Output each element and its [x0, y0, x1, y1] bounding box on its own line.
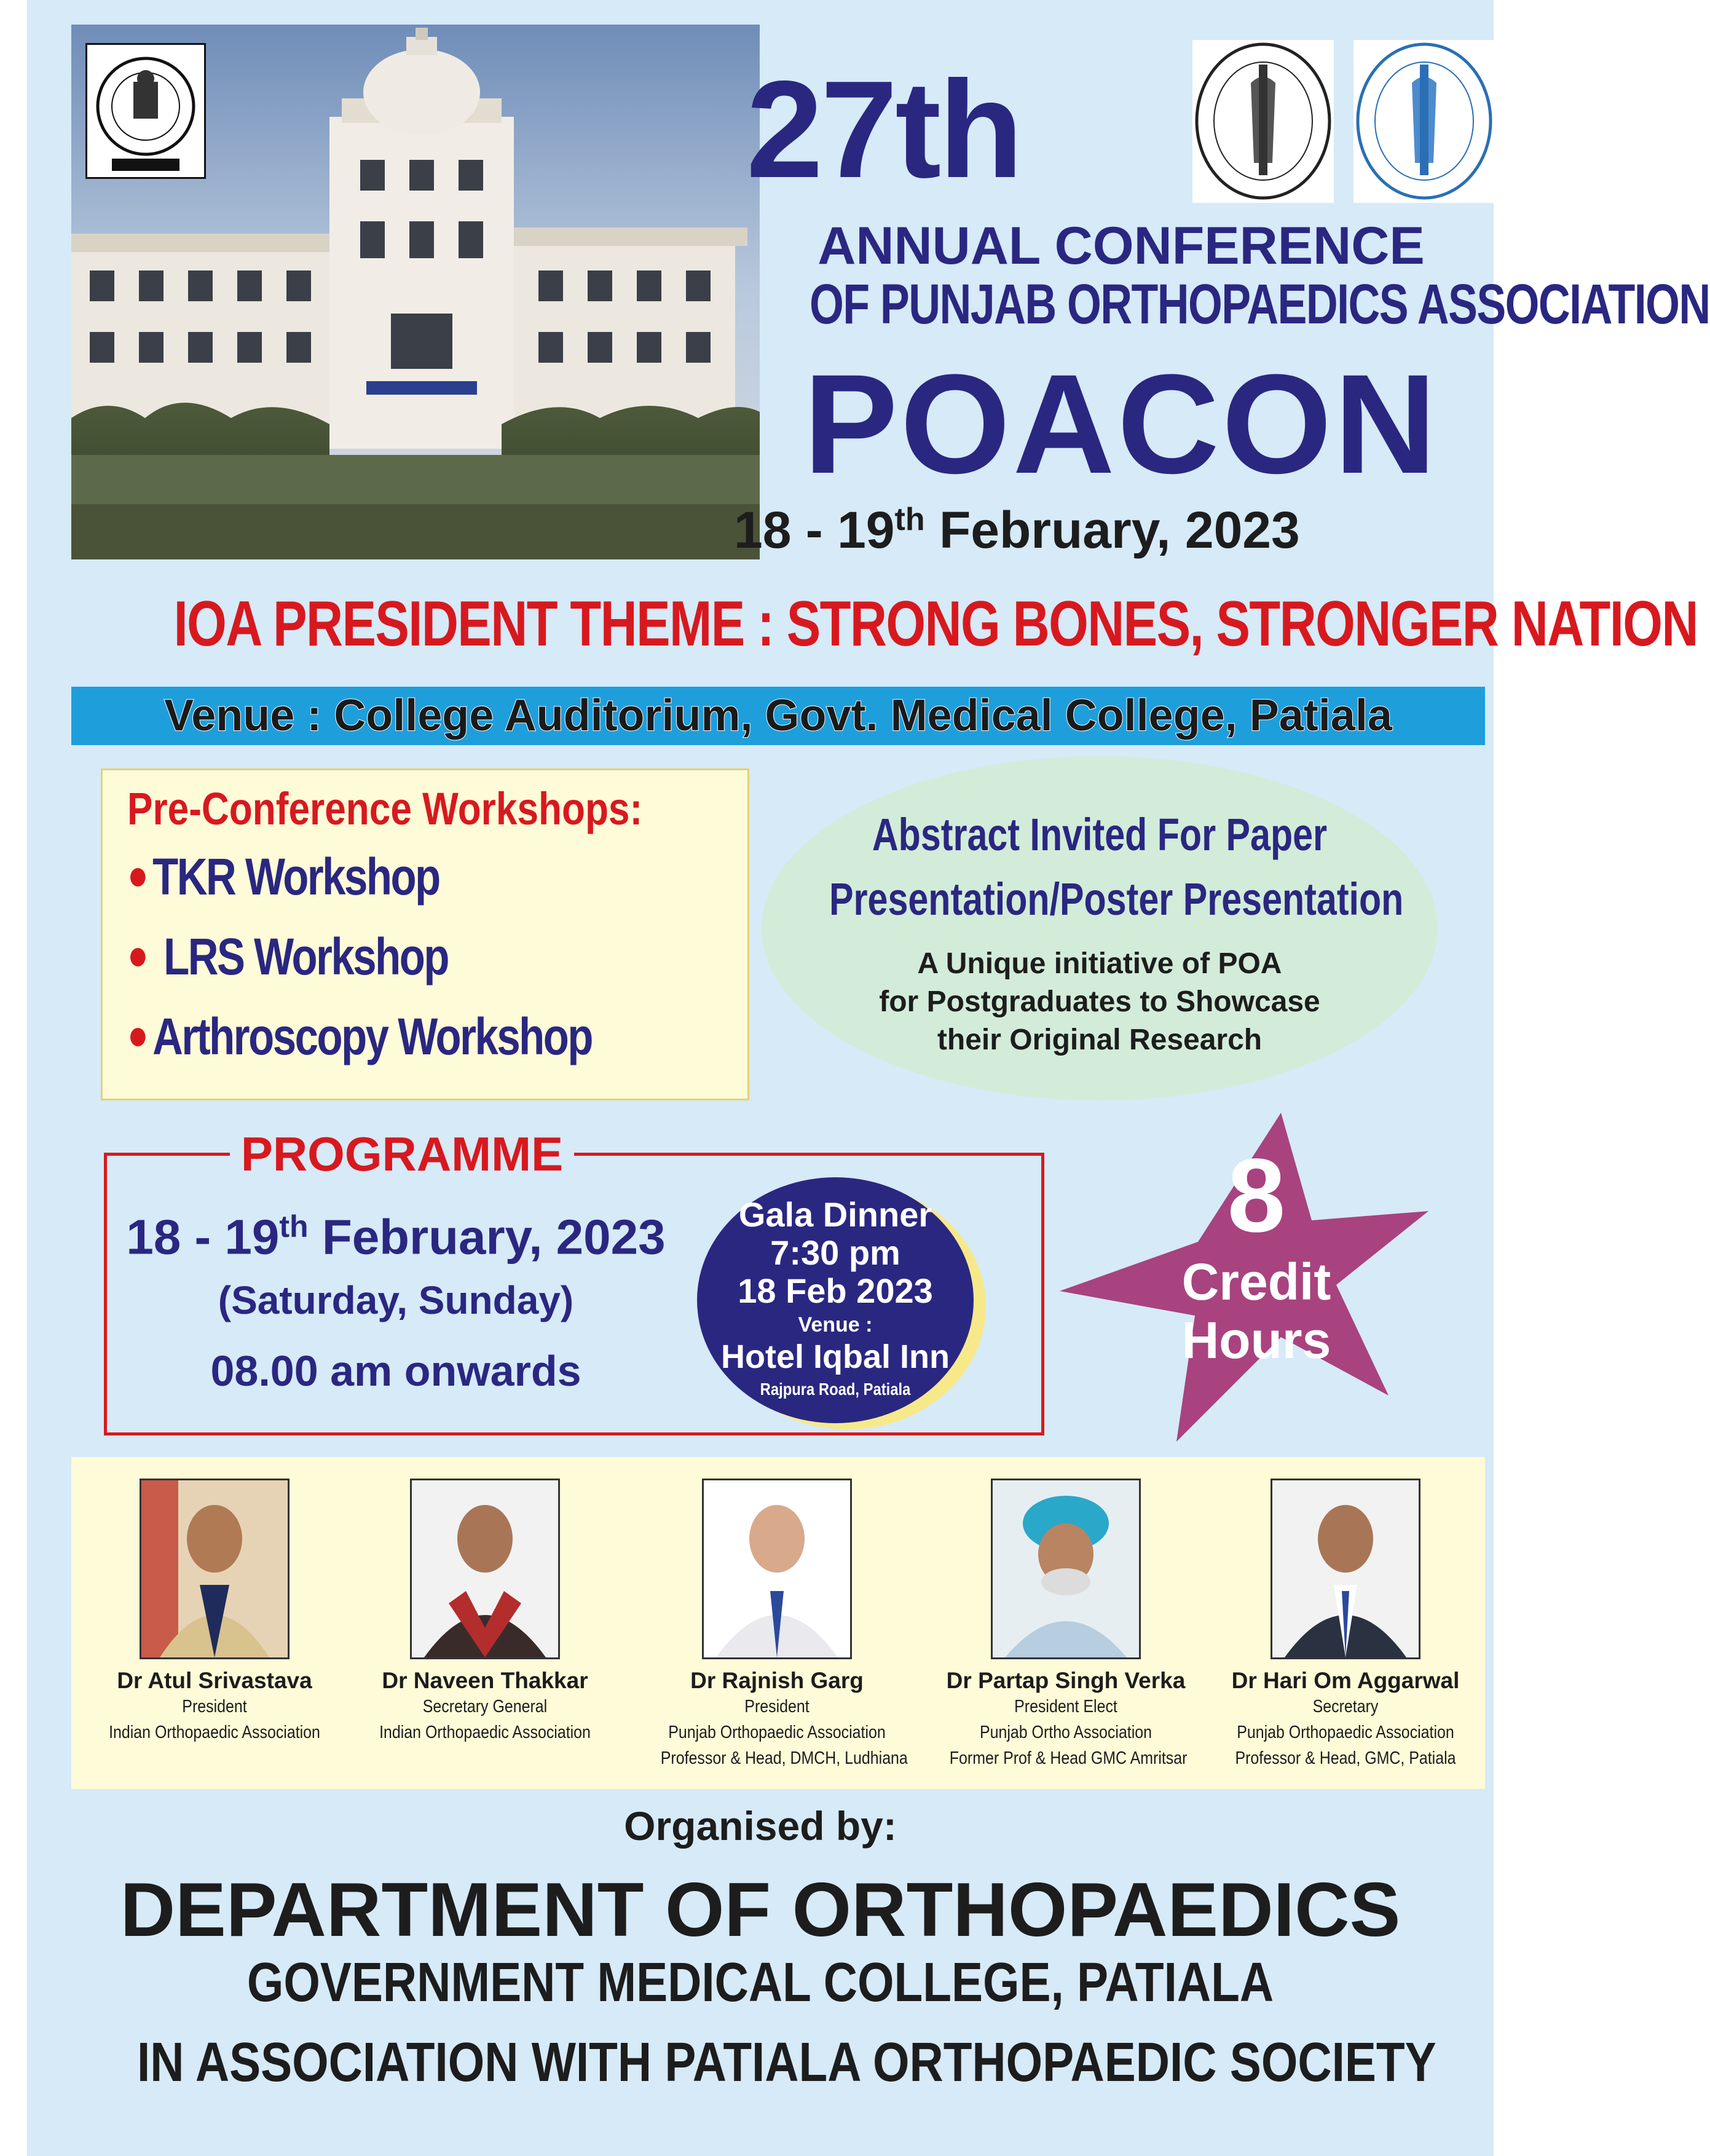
portrait-photo [702, 1479, 852, 1659]
bullet-icon [130, 948, 146, 966]
organised-by-label: Organised by: [624, 1803, 897, 1849]
abstract-line2: Presentation/Poster Presentation [829, 874, 1404, 925]
programme-days: (Saturday, Sunday) [218, 1278, 574, 1322]
edition-number: 27th [746, 52, 1021, 207]
faculty-card-hari-om [1210, 1479, 1481, 1771]
portrait-photo [1271, 1479, 1420, 1659]
workshops-title: Pre-Conference Workshops: [127, 783, 643, 834]
poacon-heading: POACON [803, 345, 1439, 503]
faculty-org: Punjab Ortho Association [979, 1723, 1152, 1742]
college-seal-logo [85, 43, 206, 179]
portrait-photo [140, 1479, 290, 1659]
portrait-photo [991, 1479, 1141, 1659]
gala-address: Rajpura Road, Patiala [760, 1380, 911, 1399]
programme-date-days: 18 - 19 [126, 1209, 280, 1265]
faculty-name: Dr Naveen Thakkar [382, 1668, 588, 1693]
gala-line3: 18 Feb 2023 [738, 1271, 933, 1310]
faculty-role: Secretary General [422, 1697, 548, 1716]
ioa-theme: IOA PRESIDENT THEME : STRONG BONES, STRONGER NATION [173, 588, 1698, 660]
faculty-card-atul [79, 1479, 350, 1745]
credit-hours-star [1054, 1107, 1435, 1451]
venue-text: Venue : College Auditorium, Govt. Medical College, Patiala [164, 691, 1392, 740]
faculty-org: Indian Orthopaedic Association [379, 1723, 591, 1742]
faculty-role: President [182, 1697, 247, 1716]
credit-label: Credit [1181, 1253, 1331, 1311]
programme-date-ordinal: th [279, 1209, 309, 1244]
programme-date [119, 1199, 672, 1265]
conference-date [734, 492, 1472, 558]
faculty-org: Punjab Orthopaedic Association [1237, 1723, 1454, 1742]
faculty-role: Secretary [1312, 1697, 1379, 1716]
gala-line2: 7:30 pm [770, 1233, 900, 1272]
gala-dinner-circle [697, 1177, 974, 1423]
poa-seal-logo [1192, 40, 1334, 203]
hours-label: Hours [1181, 1311, 1331, 1369]
date-ordinal: th [894, 502, 925, 537]
faculty-card-naveen [350, 1479, 620, 1745]
faculty-name: Dr Rajnish Garg [690, 1668, 864, 1693]
gala-hotel: Hotel Iqbal Inn [721, 1338, 950, 1375]
faculty-name: Dr Hari Om Aggarwal [1231, 1668, 1460, 1693]
programme-date-month: February, 2023 [308, 1209, 666, 1265]
abstract-sub2: for Postgraduates to Showcase [879, 985, 1320, 1018]
faculty-name: Dr Partap Singh Verka [946, 1668, 1186, 1693]
faculty-name: Dr Atul Srivastava [117, 1668, 312, 1693]
abstract-ellipse [762, 756, 1438, 1100]
abstract-sub1: A Unique initiative of POA [917, 947, 1282, 980]
department-heading: DEPARTMENT OF ORTHOPAEDICS [120, 1868, 1401, 1953]
faculty-org: Punjab Orthopaedic Association [668, 1723, 886, 1742]
faculty-card-partap [931, 1479, 1201, 1771]
abstract-sub3: their Original Research [937, 1024, 1263, 1056]
abstract-line1: Abstract Invited For Paper [872, 809, 1328, 860]
programme-title: PROGRAMME [230, 1125, 574, 1183]
gala-venue-label: Venue : [798, 1313, 873, 1337]
association-heading: OF PUNJAB ORTHOPAEDICS ASSOCIATION [810, 273, 1710, 336]
portrait-photo [410, 1479, 560, 1659]
date-days: 18 - 19 [734, 501, 895, 559]
faculty-extra: Professor & Head, DMCH, Ludhiana [660, 1748, 908, 1768]
ioa-seal-logo [1353, 40, 1495, 203]
bullet-icon [130, 1028, 146, 1046]
credit-number: 8 [1227, 1137, 1286, 1254]
bullet-icon [130, 868, 146, 886]
faculty-extra: Former Prof & Head GMC Amritsar [949, 1748, 1188, 1768]
college-heading: GOVERNMENT MEDICAL COLLEGE, PATIALA [246, 1952, 1274, 2013]
faculty-role: President Elect [1014, 1697, 1117, 1716]
faculty-org: Indian Orthopaedic Association [109, 1723, 320, 1742]
faculty-card-rajnish [642, 1479, 912, 1771]
gala-line1: Gala Dinner [738, 1195, 932, 1234]
workshop-item-lrs: LRS Workshop [130, 927, 448, 987]
programme-time: 08.00 am onwards [210, 1347, 581, 1395]
faculty-extra: Professor & Head, GMC, Patiala [1235, 1748, 1456, 1768]
venue-bar [71, 687, 1485, 745]
poster [27, 0, 1710, 2156]
workshops-box [101, 768, 749, 1100]
workshop-item-arthroscopy: Arthroscopy Workshop [130, 1007, 592, 1067]
workshop-item-tkr: TKR Workshop [130, 847, 439, 907]
association-line: IN ASSOCIATION WITH PATIALA ORTHOPAEDIC SOCIETY [136, 2032, 1436, 2093]
faculty-role: President [744, 1697, 810, 1716]
annual-conference-heading: ANNUAL CONFERENCE [818, 216, 1425, 275]
date-month-year: February, 2023 [924, 501, 1300, 559]
